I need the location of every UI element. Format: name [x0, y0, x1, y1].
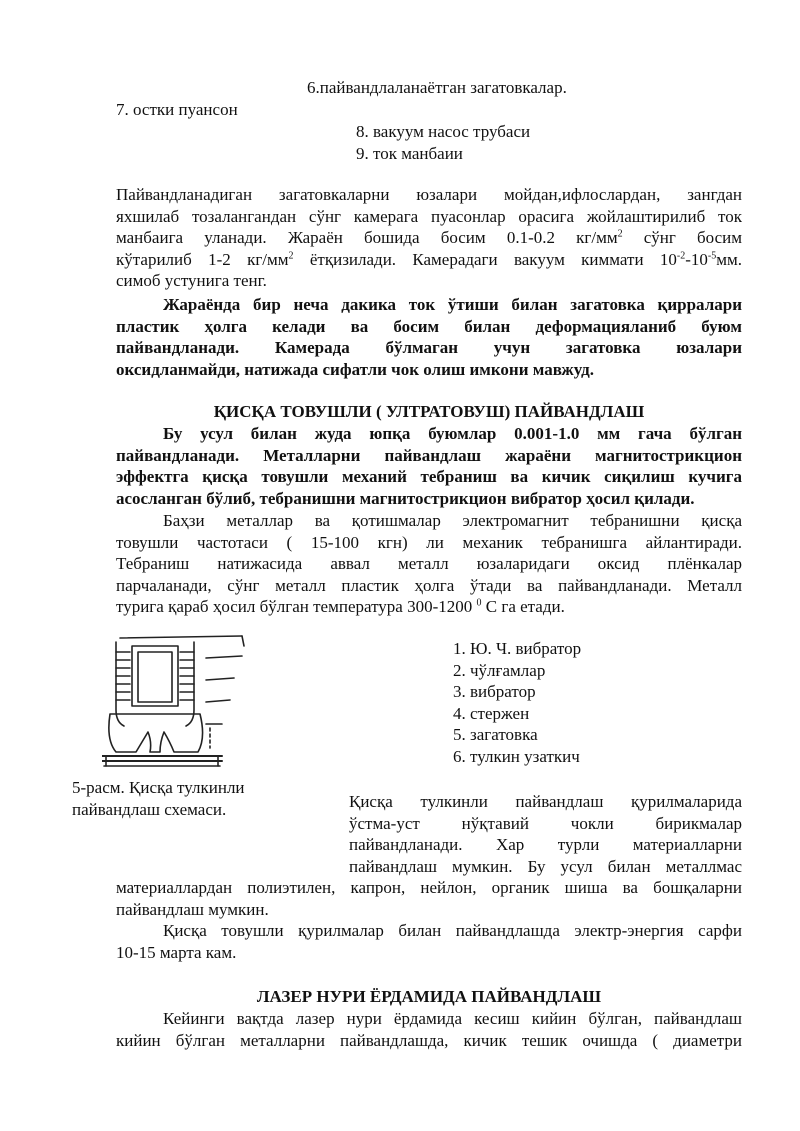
ultrasonic-welding-figure — [102, 630, 252, 775]
legend-item: 2. чўлғамлар — [453, 660, 546, 680]
paragraph-materials-side — [349, 791, 742, 877]
text-line: Тебраниш натижасида аввал металл юзаларидаги оксид плёнкалар — [116, 554, 742, 574]
text-line: Қисқа тулкинли пайвандлаш қурилмаларида — [349, 792, 742, 811]
legend-item: 4. стержен — [453, 703, 530, 723]
text-line: пайвандланади. Хар турли материалларни — [349, 835, 742, 855]
paragraph-process-bold — [116, 294, 742, 380]
legend-item: 6. тулкин узаткич — [453, 746, 580, 766]
text-line: пластик ҳолга келади ва босим билан деформацияланиб буюм — [116, 316, 742, 336]
paragraph-cleaning — [116, 184, 742, 292]
text-line: ўстма-уст нўқтавий чокли бирикмалар — [349, 813, 742, 833]
label-item-6: 6.пайвандлаланаётган загатовкалар. — [307, 78, 567, 97]
section-heading-ultrasonic: ҚИСҚА ТОВУШЛИ ( УЛТРАТОВУШ) ПАЙВАНДЛАШ — [213, 402, 645, 421]
text-line: пайвандланади. Камерада бўлмаган учун загатовка юзалари — [116, 338, 742, 358]
text-line: Жараёнда бир неча дакика ток ўтиши билан загатовка қирралари — [163, 295, 742, 314]
text-line: манбаига уланади. Жараён бошида босим 0.1-0.2 $кг/мм^2$ сўнг босим — [116, 228, 742, 248]
label-item-7: 7. остки пуансон — [116, 100, 238, 119]
paragraph-metals — [116, 510, 742, 618]
text-line: пайвандлаш мумкин. — [116, 899, 269, 919]
text-line: турига қараб ҳосил бўлган температура 300-1200 $^0$ С га етади. — [116, 597, 565, 617]
paragraph-materials-full — [116, 877, 742, 920]
text-line: материаллардан полиэтилен, капрон, нейлон, органик шиша ва бошқаларни — [116, 878, 742, 897]
text-line: товушли частотаси ( 15-100 кгн) ли механик тебранишга айлантиради. — [116, 532, 742, 552]
text-line: Бу усул билан жуда юпқа буюмлар 0.001-1.0 мм гача бўлган — [163, 424, 742, 443]
legend-item: 5. загатовка — [453, 725, 538, 745]
paragraph-laser — [116, 1008, 742, 1051]
figure-legend — [453, 638, 581, 768]
caption-line: пайвандлаш схемаси. — [72, 800, 227, 819]
section-heading-laser: ЛАЗЕР НУРИ ЁРДАМИДА ПАЙВАНДЛАШ — [256, 987, 602, 1006]
text-line: симоб устунига тенг. — [116, 271, 267, 291]
text-line: оксидланмайди, натижада сифатли чок олиш имкони мавжуд. — [116, 359, 595, 379]
text-line: кийин бўлган металларни пайвандлашда, кичик тешик очишда ( диаметри — [116, 1030, 742, 1050]
text-line: Баҳзи металлар ва қотишмалар электромагнит тебранишни қисқа — [163, 511, 742, 530]
text-line: пайвандлаш мумкин. Бу усул билан металлмас — [349, 856, 742, 876]
text-line: Қисқа товушли қурилмалар билан пайвандлашда электр-энергия сарфи — [163, 921, 742, 940]
label-item-8: 8. вакуум насос трубаси — [356, 122, 531, 141]
text-line: асосланган бўлиб, тебранишни магнитострикцион вибратор ҳосил қилади. — [116, 488, 695, 508]
paragraph-energy — [116, 920, 742, 963]
text-line: Пайвандланадиган загатовкаларни юзалари мойдан,ифлослардан, зангдан — [116, 185, 742, 204]
text-line: яхшилаб тозалангандан сўнг камерага пуасонлар орасига жойлаштирилиб ток — [116, 206, 742, 226]
label-item-9: 9. ток манбаии — [356, 144, 463, 163]
text-line: парчаланади, сўнг металл пластик ҳолга ўтади ва пайвандланади. Металл — [116, 575, 742, 595]
text-line: кўтарилиб 1-2 $кг/мм^2$ ётқизилади. Камерадаги вакуум киммати $10^{-2}-10^{-5}мм$. — [116, 249, 743, 269]
text-line: Кейинги вақтда лазер нури ёрдамида кесиш кийин бўлган, пайвандлаш — [163, 1009, 742, 1028]
text-line: пайвандланади. Металларни пайвандлаш жараёни магнитострикцион — [116, 445, 742, 465]
text-line: эффектга қисқа товушли механий тебраниш ва кичик сиқилиш кучига — [116, 467, 742, 487]
paragraph-ultrasonic-bold — [116, 423, 742, 509]
text-line: 10-15 марта кам. — [116, 942, 237, 962]
caption-line: 5-расм. Қисқа тулкинли — [72, 778, 245, 797]
figure-caption — [72, 777, 245, 821]
legend-item: 1. Ю. Ч. вибратор — [453, 639, 582, 658]
legend-item: 3. вибратор — [453, 682, 536, 702]
